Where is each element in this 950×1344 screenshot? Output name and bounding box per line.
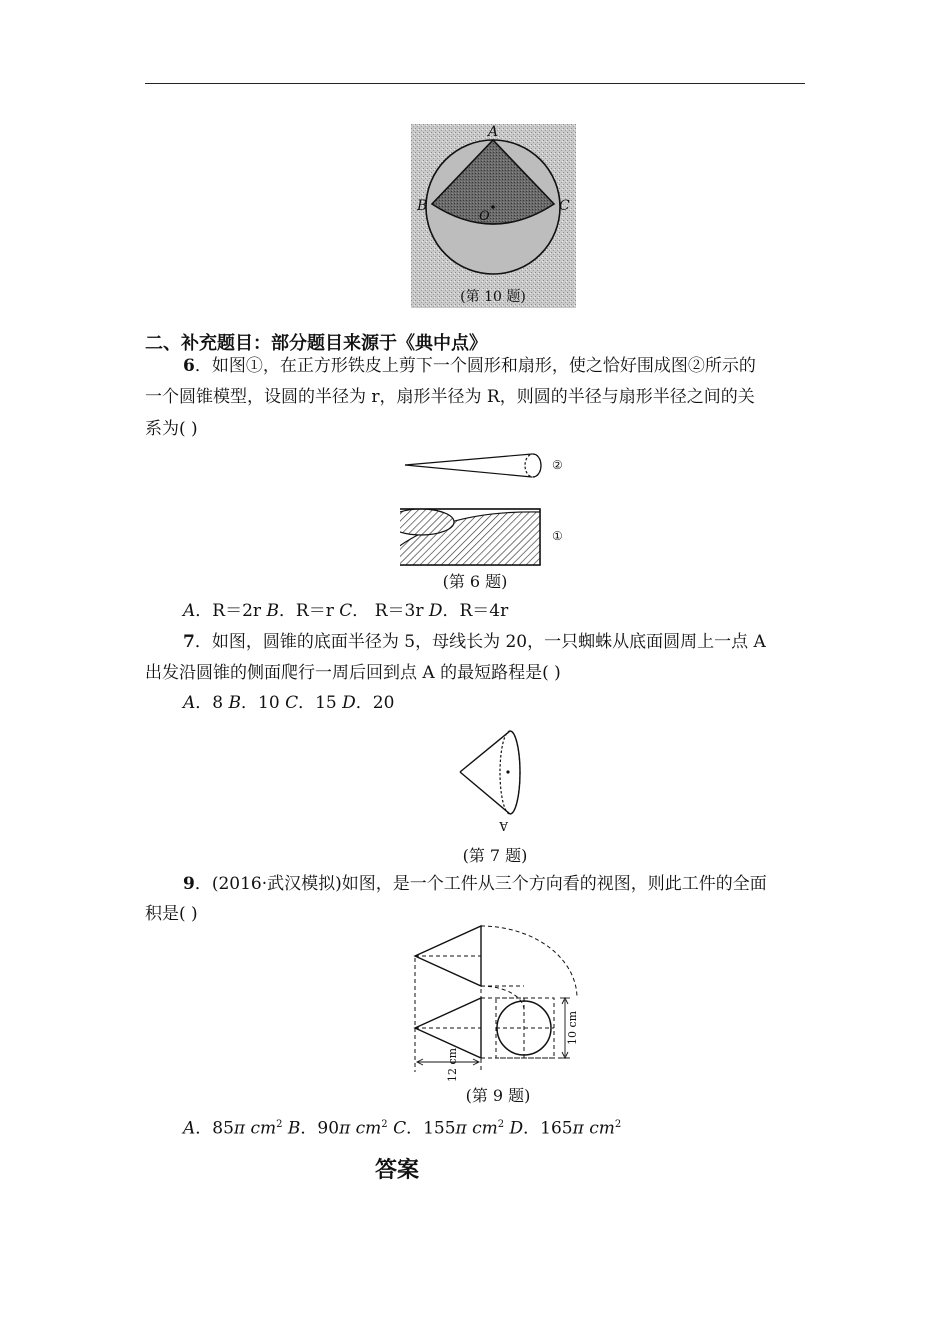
- q7-option-c: ．15: [298, 693, 337, 713]
- q7-line1: 7．如图，圆锥的底面半径为 5，母线长为 20，一只蜘蛛从底面圆周上一点 A: [183, 632, 766, 652]
- q7-line2: 出发沿圆锥的侧面爬行一周后回到点 A 的最短路程是( ): [145, 663, 561, 683]
- q6-option-d: ．R＝4r: [442, 601, 509, 621]
- figure-6-caption: (第 6 题): [442, 572, 508, 591]
- q7-option-b: ．10: [241, 693, 280, 713]
- q7-option-a: ．8: [195, 693, 224, 713]
- figure-9-dim-width: 12 cm: [446, 1047, 459, 1082]
- q9-option-a: ．85: [195, 1118, 234, 1139]
- figure-10-label-o: O: [479, 209, 490, 224]
- figure-10-label-a: A: [488, 124, 499, 140]
- figure-6-marker-2: ②: [552, 458, 563, 472]
- figure-7-caption: (第 7 题): [462, 846, 528, 865]
- figure-10-label-b: B: [417, 198, 428, 214]
- figure-7-label-a: A: [499, 819, 508, 833]
- figure-6: [400, 450, 580, 570]
- figure-10-label-c: C: [559, 198, 570, 214]
- q7-options: A．8 B．10 C．15 D．20: [183, 693, 395, 713]
- q6-line1: 6．如图①，在正方形铁皮上剪下一个圆形和扇形，使之恰好围成图②所示的: [183, 356, 756, 376]
- q9-option-c: ．155: [406, 1118, 456, 1139]
- q6-option-b: ．R＝r: [278, 601, 334, 621]
- q6-option-a: ．R＝2r: [195, 601, 262, 621]
- figure-7: [450, 725, 530, 840]
- figure-10: [411, 124, 576, 308]
- figure-10-center: [491, 205, 495, 209]
- q7-number: 7: [183, 632, 195, 652]
- q6-option-c-letter: C: [339, 601, 353, 621]
- figure-6-circle: [400, 509, 454, 535]
- q6-number: 6: [183, 356, 195, 376]
- q9-options: A．85π $cm^2$ B．90π $cm^2$ C．155π $cm^2$ D．165π $cm^2$: [183, 1118, 622, 1139]
- q9-number: 9: [183, 874, 195, 894]
- q7-option-d: ．20: [355, 693, 395, 713]
- q6-options: [183, 600, 508, 622]
- q6-option-b-letter: B: [266, 601, 279, 621]
- figure-6-marker-1: ①: [552, 529, 563, 543]
- q9-option-d: ．165: [523, 1118, 573, 1139]
- figure-9-caption: (第 9 题): [465, 1086, 531, 1105]
- q9-option-b: ．90: [300, 1118, 340, 1139]
- section-title: 二、补充题目：部分题目来源于《典中点》: [145, 333, 487, 354]
- figure-10-caption: (第 10 题): [460, 289, 526, 305]
- q6-option-d-letter: D: [428, 601, 443, 621]
- figure-9: [400, 922, 590, 1082]
- q6-option-a-letter: A: [183, 601, 196, 621]
- figure-9-dim-height: 10 cm: [566, 1010, 579, 1045]
- q9-line1: 9．(2016·武汉模拟)如图，是一个工件从三个方向看的视图，则此工件的全面: [183, 874, 767, 894]
- q9-line2: 积是( ): [145, 904, 198, 924]
- q6-line3: 系为( ): [145, 419, 198, 439]
- q6-line2: 一个圆锥模型，设圆的半径为 r，扇形半径为 R，则圆的半径与扇形半径之间的关: [145, 387, 755, 407]
- q6-option-c: ． R＝3r: [352, 601, 424, 621]
- header-rule: [145, 83, 805, 84]
- answer-title: 答案: [375, 1158, 420, 1183]
